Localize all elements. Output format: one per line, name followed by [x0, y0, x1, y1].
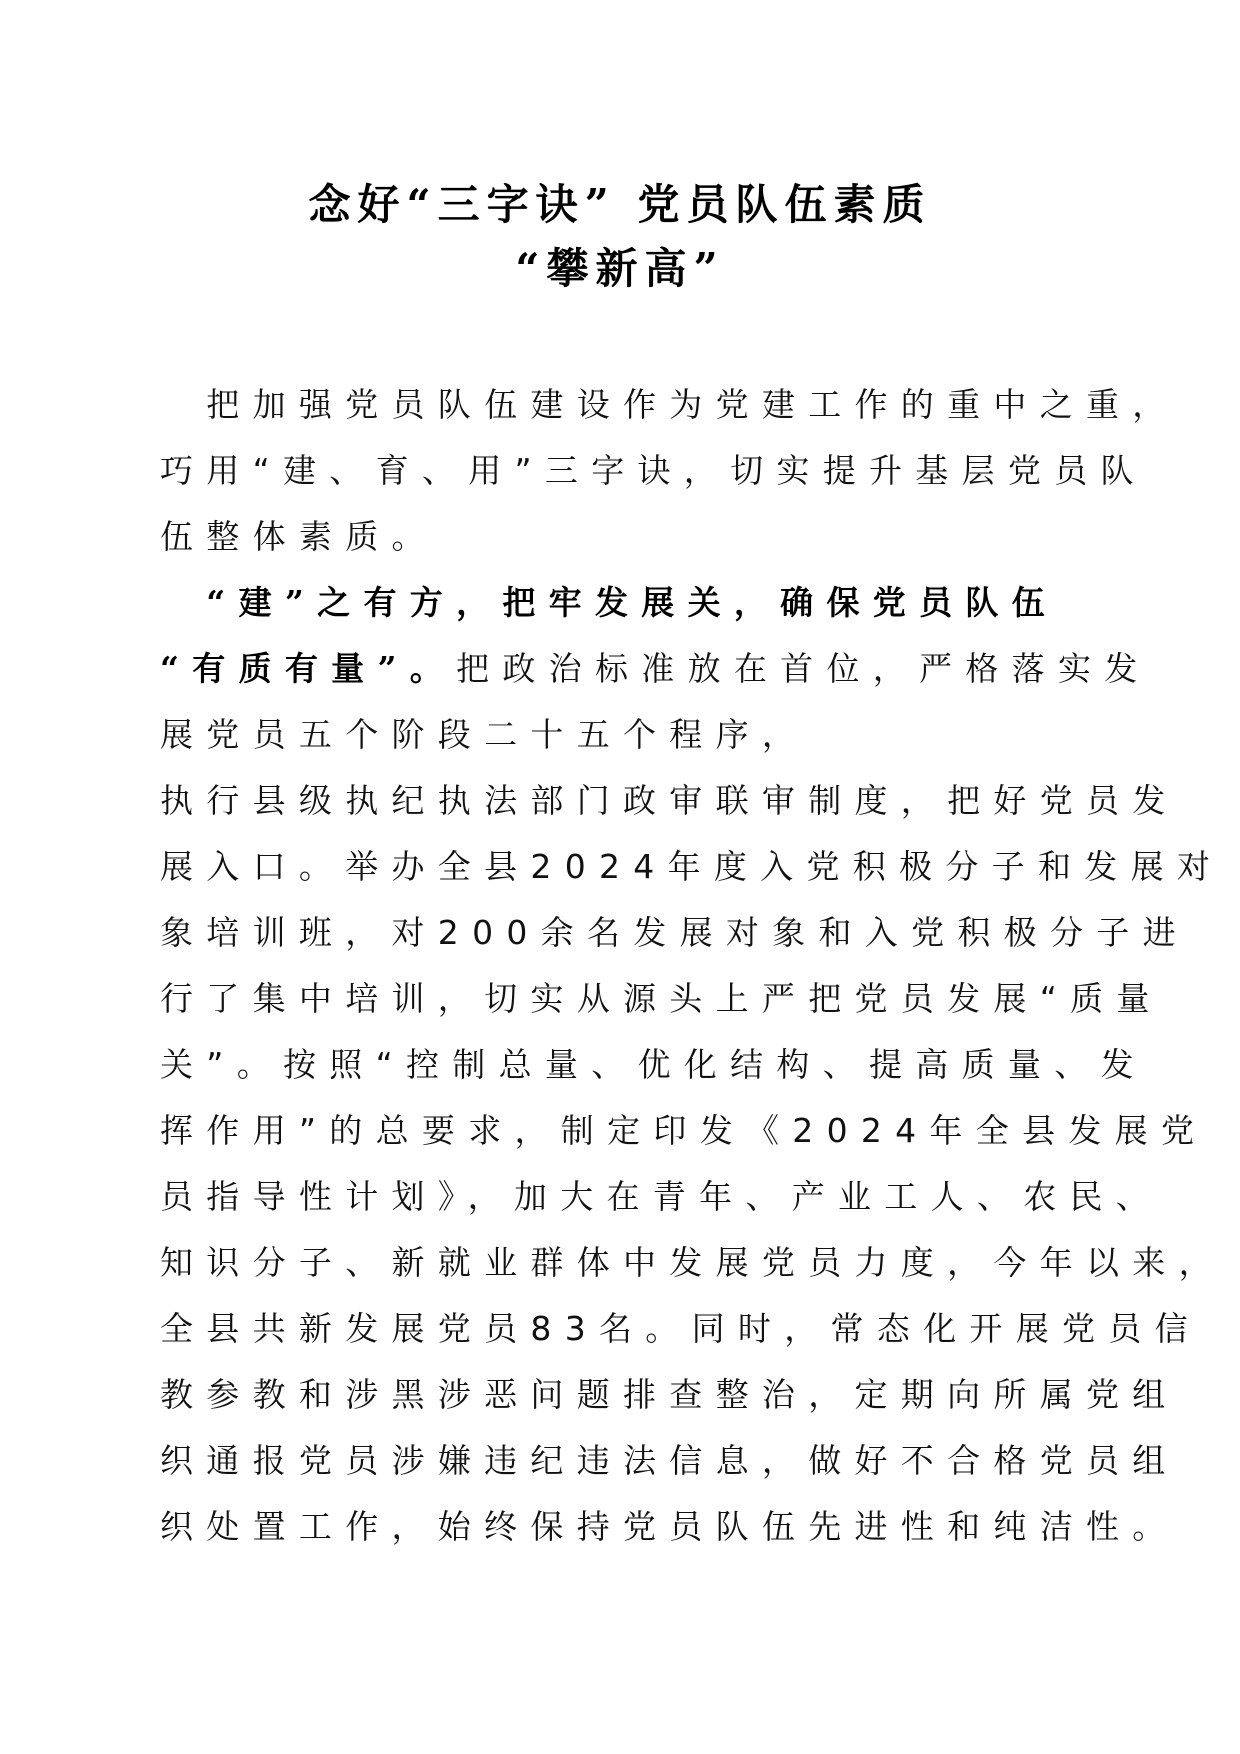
paragraph-2-line-5: 展入口。举办全县2024年度入党积极分子和发展对	[160, 847, 1224, 886]
paragraph-1-line-2: 巧用“建、育、用”三字诀，切实提升基层党员队	[160, 451, 1147, 490]
paragraph-2-line-11: 知识分子、新就业群体中发展党员力度，今年以来，	[160, 1243, 1225, 1282]
paragraph-2-line-12: 全县共新发展党员83名。同时，常态化开展党员信	[160, 1309, 1201, 1348]
paragraph-1-line-3: 伍整体素质。	[160, 517, 438, 556]
paragraph-2-line-15: 织处置工作，始终保持党员队伍先进性和纯洁性。	[160, 1507, 1179, 1546]
paragraph-2-line-14: 织通报党员涉嫌违纪违法信息，做好不合格党员组	[160, 1441, 1179, 1480]
document-title-line-1: 念好“三字诀” 党员队伍素质	[308, 180, 932, 229]
paragraph-2-line-4: 执行县级执纪执法部门政审联审制度，把好党员发	[160, 781, 1179, 820]
section-heading-line-1: “建”之有方，把牢发展关，确保党员队伍	[160, 583, 1058, 622]
section-heading-line-2: “有质有量”。	[160, 649, 457, 688]
document-title-line-2: “攀新高”	[515, 244, 725, 293]
paragraph-2-line-9: 挥作用”的总要求，制定印发《2024年全县发展党	[160, 1111, 1208, 1150]
paragraph-2-line-10: 员指导性计划》，加大在青年、产业工人、农民、	[160, 1177, 1163, 1216]
section-line-2	[160, 644, 1151, 694]
paragraph-2-line-7: 行了集中培训，切实从源头上严把党员发展“质量	[160, 979, 1163, 1018]
section-body-line-2: 把政治标准放在首位，严格落实发	[456, 649, 1151, 688]
paragraph-2-line-6: 象培训班，对200余名发展对象和入党积极分子进	[160, 913, 1189, 952]
paragraph-2-line-3: 展党员五个阶段二十五个程序，	[160, 715, 809, 754]
paragraph-1-line-1: 把加强党员队伍建设作为党建工作的重中之重，	[160, 385, 1179, 424]
paragraph-2-line-8: 关”。按照“控制总量、优化结构、提高质量、发	[160, 1045, 1147, 1084]
paragraph-2-line-13: 教参教和涉黑涉恶问题排查整治，定期向所属党组	[160, 1375, 1179, 1414]
